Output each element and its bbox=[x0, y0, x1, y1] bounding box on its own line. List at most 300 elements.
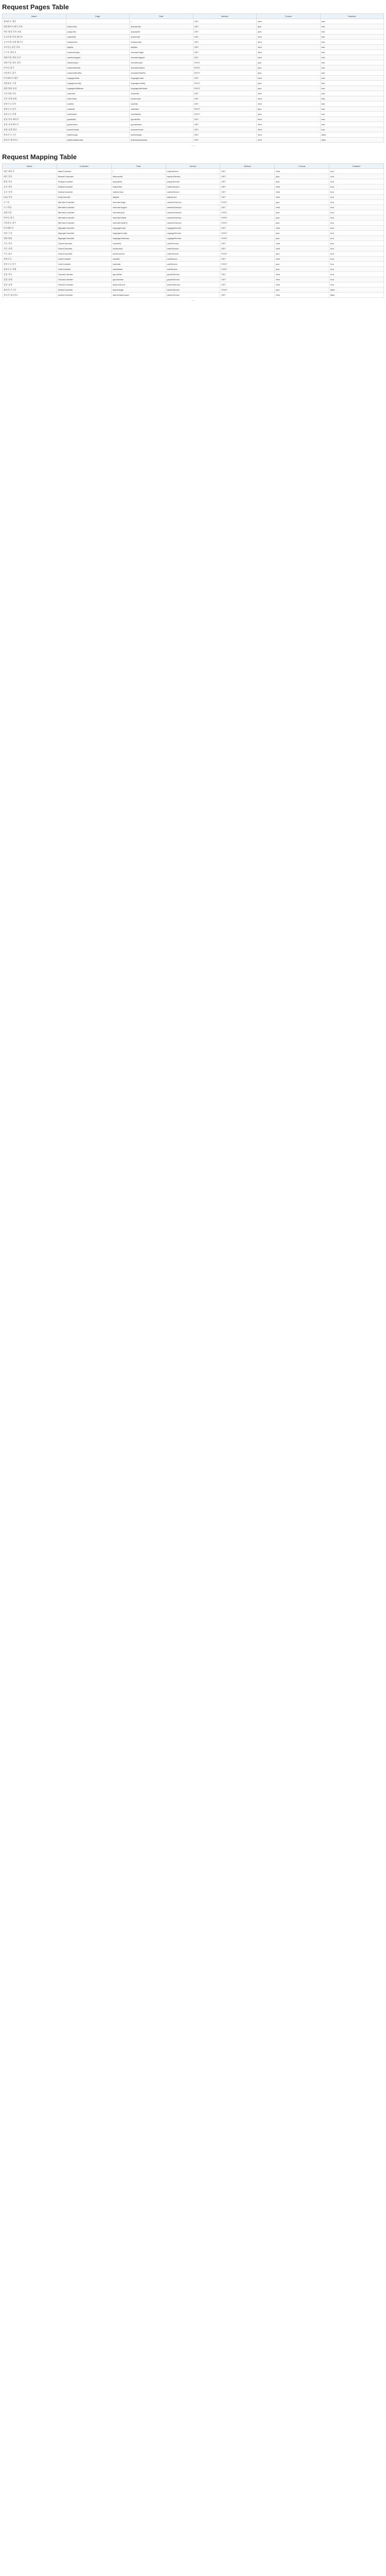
table-cell: true bbox=[329, 174, 384, 179]
table-cell: /member/findPw bbox=[130, 71, 194, 76]
table-cell: OrderController bbox=[57, 241, 111, 246]
table-cell: GET bbox=[193, 55, 257, 60]
table-cell: cart/delete bbox=[66, 112, 130, 117]
table-cell: order/list bbox=[66, 91, 130, 96]
more-rows-note: … bbox=[191, 299, 195, 302]
table-cell: 배너 목록 bbox=[3, 174, 57, 179]
table-cell: cart/list bbox=[66, 101, 130, 107]
table-cell: 장바구니 삭제 bbox=[3, 112, 66, 117]
table-row bbox=[3, 231, 384, 236]
table-cell: memberService bbox=[166, 221, 220, 226]
column-header: Path bbox=[111, 164, 166, 169]
table-cell: MypageController bbox=[57, 226, 111, 231]
table-cell: true bbox=[320, 65, 384, 71]
table-cell: POST bbox=[220, 251, 275, 257]
table-cell: /search/result bbox=[130, 127, 194, 132]
table-cell: cartService bbox=[166, 267, 220, 272]
table-cell: json bbox=[275, 287, 329, 293]
table-cell: 로그아웃 bbox=[3, 205, 57, 210]
table-cell: json bbox=[275, 231, 329, 236]
column-header: Method bbox=[193, 14, 257, 19]
table-cell: 마이페이지 메인 bbox=[3, 76, 66, 81]
table-cell: /goods/view bbox=[111, 277, 166, 282]
table-row bbox=[3, 262, 384, 267]
table-cell: 메인페이지 배너 목록 bbox=[3, 24, 66, 29]
table-cell: GET bbox=[193, 45, 257, 50]
table-cell: MypageController bbox=[57, 236, 111, 241]
table-cell bbox=[66, 19, 130, 24]
table-cell: 정보 수정 bbox=[3, 231, 57, 236]
table-cell: true bbox=[320, 45, 384, 50]
column-header: Path bbox=[130, 14, 194, 19]
table-cell: POST bbox=[220, 267, 275, 272]
table-cell: 비밀번호 찾기 bbox=[3, 71, 66, 76]
table-cell: true bbox=[320, 40, 384, 45]
table-cell: /order/list bbox=[130, 91, 194, 96]
table-cell: cart/add bbox=[66, 107, 130, 112]
request-mapping-table bbox=[2, 163, 384, 298]
table-cell: true bbox=[320, 55, 384, 60]
table-row bbox=[3, 179, 384, 184]
table-row bbox=[3, 91, 384, 96]
table-cell: member/findId bbox=[66, 65, 130, 71]
table-cell: /cart/delete bbox=[111, 267, 166, 272]
table-cell: GET bbox=[193, 19, 257, 24]
table-cell: html bbox=[275, 282, 329, 287]
table-cell: AdminController bbox=[57, 287, 111, 293]
table-cell: notice/list bbox=[66, 35, 130, 40]
table-cell: json bbox=[257, 112, 321, 117]
table-cell: /cart/delete bbox=[130, 112, 194, 117]
table-cell: /banner/list bbox=[130, 24, 194, 29]
table-cell: AdminController bbox=[57, 293, 111, 298]
table-cell: noticeService bbox=[166, 184, 220, 190]
table-cell: json bbox=[275, 251, 329, 257]
column-header: Format bbox=[275, 164, 329, 169]
table-cell: mainService bbox=[166, 169, 220, 174]
table-cell: true bbox=[320, 127, 384, 132]
table-cell: member/agree bbox=[66, 55, 130, 60]
table-cell: html bbox=[275, 226, 329, 231]
table-cell: 메인 팝업 목록 조회 bbox=[3, 29, 66, 35]
table-cell: 상품 상세 bbox=[3, 277, 57, 282]
table-cell: true bbox=[320, 86, 384, 91]
table-cell: true bbox=[320, 107, 384, 112]
table-row bbox=[3, 50, 384, 55]
table-cell: FAQ 목록 bbox=[3, 195, 57, 200]
table-cell: 팝업 목록 bbox=[3, 179, 57, 184]
table-row bbox=[3, 215, 384, 221]
request-mapping-title: Request Mapping Table bbox=[2, 153, 77, 161]
table-cell: html bbox=[275, 190, 329, 195]
table-cell: 장바구니 삭제 bbox=[3, 267, 57, 272]
table-row bbox=[3, 65, 384, 71]
table-cell: memberService bbox=[166, 215, 220, 221]
table-row bbox=[3, 81, 384, 86]
table-cell: html bbox=[257, 138, 321, 143]
table-cell: 관리자 로그인 bbox=[3, 132, 66, 138]
table-cell: GoodsController bbox=[57, 277, 111, 282]
table-cell: true bbox=[320, 117, 384, 122]
table-body bbox=[3, 169, 384, 298]
table-cell: POST bbox=[220, 215, 275, 221]
table-cell: /search/result bbox=[111, 282, 166, 287]
table-cell: 회원정보 수정 bbox=[3, 81, 66, 86]
table-cell: POST bbox=[220, 210, 275, 215]
table-cell: /admin/dashboard bbox=[130, 138, 194, 143]
table-cell: NoticeController bbox=[57, 184, 111, 190]
table-row bbox=[3, 200, 384, 205]
table-cell: 자주묻는질문 목록 bbox=[3, 45, 66, 50]
table-cell: json bbox=[257, 29, 321, 35]
table-cell: GET bbox=[220, 277, 275, 282]
table-cell: 로그인 페이지 bbox=[3, 50, 66, 55]
table-cell: json bbox=[257, 81, 321, 86]
table-cell: html bbox=[257, 35, 321, 40]
table-cell: noticeService bbox=[166, 190, 220, 195]
table-cell: 홈페이지 메인 bbox=[3, 19, 66, 24]
table-cell: MainController bbox=[57, 169, 111, 174]
table-body bbox=[3, 19, 384, 143]
table-cell: /notice/view bbox=[111, 190, 166, 195]
table-cell: /mypage/modify bbox=[111, 231, 166, 236]
table-cell: GET bbox=[193, 35, 257, 40]
table-cell: json bbox=[257, 60, 321, 65]
table-cell: /notice/list bbox=[111, 184, 166, 190]
column-header: Format bbox=[257, 14, 321, 19]
table-cell: /cart/list bbox=[130, 101, 194, 107]
table-cell: BannerController bbox=[57, 174, 111, 179]
table-cell: orderService bbox=[166, 241, 220, 246]
table-cell: GET bbox=[193, 127, 257, 132]
table-cell: /popup/list bbox=[130, 29, 194, 35]
table-cell: json bbox=[257, 65, 321, 71]
table-cell: POST bbox=[220, 221, 275, 226]
table-cell: POST bbox=[193, 60, 257, 65]
table-cell: /member/agree bbox=[130, 55, 194, 60]
table-cell: html bbox=[257, 40, 321, 45]
page bbox=[0, 0, 386, 313]
table-cell: html bbox=[275, 277, 329, 282]
table-cell: /member/join bbox=[130, 60, 194, 65]
table-cell: true bbox=[329, 210, 384, 215]
table-cell: POST bbox=[220, 236, 275, 241]
table-row bbox=[3, 267, 384, 272]
table-cell: html bbox=[257, 101, 321, 107]
table-cell: GET bbox=[220, 241, 275, 246]
table-cell: member/findPw bbox=[66, 71, 130, 76]
table-cell: MemberController bbox=[57, 215, 111, 221]
table-cell: true bbox=[329, 251, 384, 257]
table-row bbox=[3, 29, 384, 35]
table-cell: /notice/list bbox=[130, 35, 194, 40]
table-cell: html bbox=[257, 127, 321, 132]
request-pages-section bbox=[2, 3, 384, 148]
table-cell: 공지사항 상세 페이지 bbox=[3, 40, 66, 45]
table-cell: MemberController bbox=[57, 205, 111, 210]
table-cell: json bbox=[275, 221, 329, 226]
table-cell: true bbox=[320, 29, 384, 35]
table-cell: POST bbox=[220, 231, 275, 236]
column-header: Name bbox=[3, 14, 66, 19]
table-row bbox=[3, 86, 384, 91]
table-cell: search/result bbox=[66, 127, 130, 132]
table-cell: /member/login bbox=[111, 200, 166, 205]
table-cell: goodsService bbox=[166, 272, 220, 277]
table-row bbox=[3, 107, 384, 112]
table-row bbox=[3, 195, 384, 200]
table-cell: 상품 목록 페이지 bbox=[3, 117, 66, 122]
table-cell: html bbox=[275, 257, 329, 262]
table-cell: /cart/add bbox=[130, 107, 194, 112]
table-cell: GET bbox=[193, 132, 257, 138]
table-cell: /mypage/withdraw bbox=[111, 236, 166, 241]
table-row bbox=[3, 293, 384, 298]
table-cell: json bbox=[257, 86, 321, 91]
table-cell: MypageController bbox=[57, 231, 111, 236]
table-cell: adminService bbox=[166, 293, 220, 298]
table-cell: /member/findId bbox=[130, 65, 194, 71]
table-cell: memberService bbox=[166, 210, 220, 215]
table-cell: json bbox=[275, 200, 329, 205]
table-cell: /notice/view bbox=[130, 40, 194, 45]
table-cell: 장바구니 담기 bbox=[3, 262, 57, 267]
table-cell: mypageService bbox=[166, 236, 220, 241]
table-cell: html bbox=[257, 117, 321, 122]
table-cell: GET bbox=[220, 226, 275, 231]
table-cell: member/login bbox=[66, 50, 130, 55]
table-row bbox=[3, 24, 384, 29]
table-cell: POST bbox=[220, 200, 275, 205]
table-cell: 주문 목록 bbox=[3, 241, 57, 246]
table-row bbox=[3, 169, 384, 174]
table-row bbox=[3, 35, 384, 40]
table-cell: true bbox=[320, 35, 384, 40]
table-cell: /admin/login bbox=[130, 132, 194, 138]
table-cell: true bbox=[320, 19, 384, 24]
table-cell: faq/list bbox=[66, 45, 130, 50]
table-cell: /mypage/withdraw bbox=[130, 86, 194, 91]
table-cell: CartController bbox=[57, 257, 111, 262]
table-row bbox=[3, 210, 384, 215]
table-cell: false bbox=[320, 132, 384, 138]
table-cell: 주문 취소 bbox=[3, 251, 57, 257]
table-cell: 회원가입 정보 입력 bbox=[3, 60, 66, 65]
table-cell: true bbox=[329, 257, 384, 262]
table-cell: GET bbox=[193, 96, 257, 101]
table-cell: 마이페이지 bbox=[3, 226, 57, 231]
table-cell: memberService bbox=[166, 205, 220, 210]
table-cell: true bbox=[329, 282, 384, 287]
table-cell: true bbox=[329, 262, 384, 267]
request-pages-title: Request Pages Table bbox=[2, 3, 69, 11]
table-row bbox=[3, 19, 384, 24]
table-cell: FaqController bbox=[57, 195, 111, 200]
table-cell: POST bbox=[193, 65, 257, 71]
table-cell: true bbox=[320, 76, 384, 81]
more-rows-note: … bbox=[191, 144, 195, 147]
table-cell: POST bbox=[193, 71, 257, 76]
table-cell: false bbox=[329, 293, 384, 298]
table-cell: GET bbox=[220, 169, 275, 174]
table-cell: true bbox=[329, 226, 384, 231]
table-cell: true bbox=[329, 231, 384, 236]
table-cell: true bbox=[329, 200, 384, 205]
table-cell: PopupController bbox=[57, 179, 111, 184]
table-cell: /faq/list bbox=[130, 45, 194, 50]
table-cell: json bbox=[257, 24, 321, 29]
table-row bbox=[3, 272, 384, 277]
table-cell: searchService bbox=[166, 282, 220, 287]
table-cell: true bbox=[329, 221, 384, 226]
column-header: Method bbox=[220, 164, 275, 169]
table-cell: json bbox=[275, 267, 329, 272]
table-row bbox=[3, 40, 384, 45]
table-cell: /banner/list bbox=[111, 174, 166, 179]
table-cell: true bbox=[329, 184, 384, 190]
table-cell: true bbox=[320, 50, 384, 55]
table-cell: OrderController bbox=[57, 246, 111, 251]
table-row bbox=[3, 205, 384, 210]
table-cell: 로그인 bbox=[3, 200, 57, 205]
table-cell: 관리자 로그인 bbox=[3, 287, 57, 293]
table-cell: GET bbox=[193, 101, 257, 107]
table-cell: 공지 목록 bbox=[3, 184, 57, 190]
table-row bbox=[3, 76, 384, 81]
column-header: Controller bbox=[57, 164, 111, 169]
table-row bbox=[3, 174, 384, 179]
table-cell: bannerService bbox=[166, 174, 220, 179]
table-cell: GET bbox=[220, 179, 275, 184]
table-row bbox=[3, 101, 384, 107]
table-cell: html bbox=[257, 76, 321, 81]
table-cell: GET bbox=[220, 174, 275, 179]
table-cell: true bbox=[329, 246, 384, 251]
table-cell: GET bbox=[220, 257, 275, 262]
table-cell: true bbox=[329, 236, 384, 241]
table-cell: true bbox=[329, 277, 384, 282]
table-cell: /order/list bbox=[111, 241, 166, 246]
table-cell: json bbox=[275, 236, 329, 241]
table-cell: goods/view bbox=[66, 122, 130, 127]
table-cell: notice/view bbox=[66, 40, 130, 45]
table-cell: /mypage/main bbox=[130, 76, 194, 81]
table-cell: html bbox=[257, 91, 321, 96]
table-cell: true bbox=[320, 71, 384, 76]
table-header-row bbox=[3, 164, 384, 169]
table-cell: /mypage/main bbox=[111, 226, 166, 231]
request-mapping-section bbox=[2, 153, 384, 303]
table-row bbox=[3, 287, 384, 293]
table-row bbox=[3, 226, 384, 231]
table-cell: html bbox=[275, 184, 329, 190]
table-cell: /admin/login bbox=[111, 287, 166, 293]
table-cell: /goods/list bbox=[130, 117, 194, 122]
table-cell: /order/view bbox=[111, 246, 166, 251]
table-cell: popupService bbox=[166, 179, 220, 184]
table-cell: member/join bbox=[66, 60, 130, 65]
table-row bbox=[3, 122, 384, 127]
table-cell: 상품 검색 bbox=[3, 282, 57, 287]
table-cell: true bbox=[329, 215, 384, 221]
table-cell: /order/view bbox=[130, 96, 194, 101]
table-cell: true bbox=[320, 96, 384, 101]
table-cell: true bbox=[329, 179, 384, 184]
table-row bbox=[3, 138, 384, 143]
table-row bbox=[3, 132, 384, 138]
table-cell: /member/login bbox=[130, 50, 194, 55]
table-cell: GET bbox=[193, 122, 257, 127]
table-cell: json bbox=[275, 179, 329, 184]
table-cell: GET bbox=[220, 205, 275, 210]
table-row bbox=[3, 257, 384, 262]
table-cell: /mypage/modify bbox=[130, 81, 194, 86]
table-cell: cartService bbox=[166, 257, 220, 262]
table-cell: html bbox=[257, 122, 321, 127]
table-row bbox=[3, 112, 384, 117]
table-cell: json bbox=[275, 210, 329, 215]
table-cell: /goods/view bbox=[130, 122, 194, 127]
table-cell: false bbox=[329, 287, 384, 293]
table-cell: GET bbox=[193, 50, 257, 55]
table-cell: / bbox=[130, 19, 194, 24]
table-cell: /admin/dashboard bbox=[111, 293, 166, 298]
table-cell: 주문 상세 조회 bbox=[3, 96, 66, 101]
table-cell: /popup/list bbox=[111, 179, 166, 184]
table-cell: GET bbox=[220, 293, 275, 298]
table-cell: 장바구니 담기 bbox=[3, 107, 66, 112]
table-cell: order/view bbox=[66, 96, 130, 101]
table-cell: MemberController bbox=[57, 210, 111, 215]
column-header: Enabled bbox=[320, 14, 384, 19]
table-cell: / bbox=[111, 169, 166, 174]
table-cell: mypage/modify bbox=[66, 81, 130, 86]
table-row bbox=[3, 282, 384, 287]
table-cell: /member/join bbox=[111, 210, 166, 215]
table-cell: 회원 탈퇴 bbox=[3, 236, 57, 241]
table-cell: 회원 탈퇴 처리 bbox=[3, 86, 66, 91]
table-cell: GET bbox=[193, 24, 257, 29]
column-header: Name bbox=[3, 164, 57, 169]
table-cell: /goods/list bbox=[111, 272, 166, 277]
table-cell: MemberController bbox=[57, 200, 111, 205]
table-cell: GET bbox=[220, 195, 275, 200]
table-cell: CartController bbox=[57, 262, 111, 267]
table-row bbox=[3, 251, 384, 257]
table-cell: 상품 검색 결과 bbox=[3, 127, 66, 132]
table-cell: json bbox=[275, 215, 329, 221]
table-cell: adminService bbox=[166, 287, 220, 293]
table-row bbox=[3, 55, 384, 60]
table-cell: 상품 상세 페이지 bbox=[3, 122, 66, 127]
table-cell: /order/cancel bbox=[111, 251, 166, 257]
table-cell: popup/list bbox=[66, 29, 130, 35]
table-cell: GoodsController bbox=[57, 272, 111, 277]
table-cell: GET bbox=[220, 282, 275, 287]
table-cell: GET bbox=[220, 190, 275, 195]
table-row bbox=[3, 117, 384, 122]
table-cell: GET bbox=[193, 76, 257, 81]
table-cell: html bbox=[275, 169, 329, 174]
table-row bbox=[3, 127, 384, 132]
table-row bbox=[3, 71, 384, 76]
table-cell: /faq/list bbox=[111, 195, 166, 200]
table-row bbox=[3, 96, 384, 101]
table-cell: html bbox=[275, 272, 329, 277]
table-cell: goodsService bbox=[166, 277, 220, 282]
table-cell: POST bbox=[193, 112, 257, 117]
table-cell: true bbox=[329, 169, 384, 174]
